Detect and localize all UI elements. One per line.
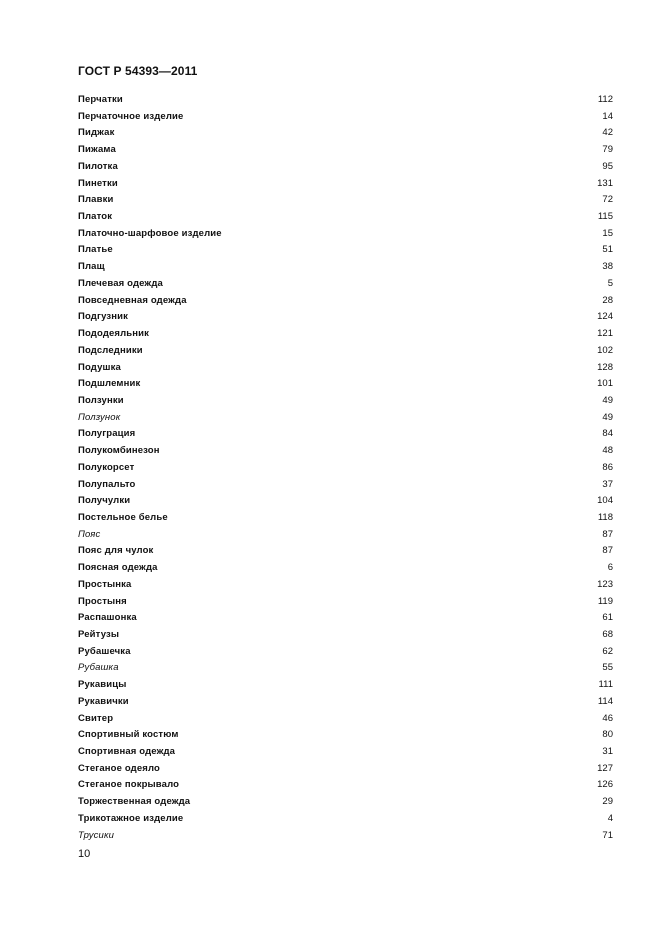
index-page-ref: 128 [597,361,613,373]
index-entry [78,176,613,193]
index-term: Плечевая одежда [78,277,163,289]
index-entry [78,343,613,360]
index-term: Ползунки [78,394,124,406]
index-page-ref: 79 [602,144,613,156]
index-entry [78,376,613,393]
index-term: Рубашечка [78,645,131,657]
index-page-ref: 101 [597,378,613,390]
index-page-ref: 15 [602,227,613,239]
index-page-ref: 80 [602,729,613,741]
index-term: Торжественная одежда [78,796,191,808]
index-term: Подушка [78,361,121,373]
index-entry [78,226,613,243]
index-entry [78,443,613,460]
index-entry [78,644,613,661]
index-term: Перчатки [78,94,123,105]
index-entry [78,410,613,427]
index-page-ref: 4 [607,812,613,824]
index-term: Подгузник [78,311,129,323]
index-entry [78,510,613,527]
index-page-ref: 126 [597,779,613,791]
index-entry [78,426,613,443]
index-page-ref: 87 [602,545,613,557]
index-entry [78,326,613,343]
index-term: Повседневная одежда [78,294,187,306]
index-entry [78,309,613,326]
index-term: Платочно-шарфовое изделие [78,227,222,239]
index-term: Пододеяльник [78,328,150,340]
index-page-ref: 42 [602,127,613,139]
index-page-ref: 28 [602,294,613,306]
index-term: Стеганое покрывало [78,779,180,791]
index-term: Плащ [78,261,105,273]
index-page-ref: 49 [602,394,613,406]
index-page-ref: 61 [602,612,613,624]
index-page-ref: 114 [597,695,613,707]
index-entry [78,159,613,176]
index-page-ref: 118 [597,511,613,523]
index-entry [78,811,613,828]
index-term: Рукавицы [78,679,127,691]
index-page-ref: 87 [602,528,613,540]
index-term: Рейтузы [78,629,120,640]
index-term: Трикотажное изделие [78,812,184,824]
index-term: Рукавички [78,695,129,707]
index-page-ref: 71 [602,829,613,841]
index-page-ref: 29 [602,796,613,808]
index-term: Пилотка [78,160,118,172]
index-entry [78,276,613,293]
index-term: Платок [78,211,113,223]
index-page-ref: 51 [602,244,613,256]
index-entry [78,125,613,142]
index-entry [78,727,613,744]
index-term: Поясная одежда [78,562,158,574]
index-term: Ползунок [78,411,121,423]
index-entry [78,828,613,845]
index-entry [78,527,613,544]
index-page-ref: 72 [602,194,613,206]
index-entry [78,627,613,644]
index-page-ref: 86 [602,461,613,473]
index-term: Перчаточное изделие [78,110,184,122]
index-term: Постельное белье [78,511,168,523]
index-page-ref: 6 [607,562,613,574]
index-page-ref: 31 [602,746,613,758]
index-entry [78,677,613,694]
index-term: Пиджак [78,127,115,139]
index-entry [78,777,613,794]
index-page-ref: 127 [597,762,613,774]
index-page-ref: 14 [602,110,613,122]
index-term: Трусики [78,829,115,841]
index-term: Платье [78,244,113,256]
index-entry [78,744,613,761]
index-page-ref: 55 [602,662,613,674]
index-entry [78,560,613,577]
index-entry [78,610,613,627]
index-entry [78,393,613,410]
index-term: Плавки [78,194,114,206]
index-page-ref: 38 [602,261,613,273]
index-page-ref: 68 [602,629,613,640]
index-entry [78,192,613,209]
index-entry [78,477,613,494]
index-page-ref: 124 [597,311,613,323]
page-number: 10 [78,848,91,860]
index-entry [78,694,613,711]
index-entry [78,92,613,109]
index-page-ref: 46 [602,712,613,724]
index-page-ref: 119 [597,595,613,607]
index-page-ref: 112 [597,94,613,105]
index-term: Получулки [78,495,131,507]
index-term: Стеганое одеяло [78,762,160,774]
index-entry [78,109,613,126]
index-term: Распашонка [78,612,137,624]
index-term: Полукорсет [78,461,135,473]
index-entry [78,209,613,226]
index-term: Пояс [78,528,101,540]
index-entry [78,711,613,728]
index-entry [78,360,613,377]
index-term: Рубашка [78,662,119,674]
index-term: Пижама [78,144,116,156]
index-entry [78,594,613,611]
index-term: Полуграция [78,428,136,440]
index-page-ref: 123 [597,578,613,590]
index-entry [78,577,613,594]
index-term: Простыня [78,595,127,607]
index-entry [78,493,613,510]
index-page-ref: 131 [597,177,613,189]
index-entry [78,460,613,477]
index-term: Подследники [78,344,143,356]
index-term: Пинетки [78,177,118,189]
index-page-ref: 111 [598,679,613,691]
index-entry [78,142,613,159]
index-page-ref: 48 [602,445,613,457]
index-term: Простынка [78,578,132,590]
index-page-ref: 102 [597,344,613,356]
index-entry [78,242,613,259]
index-page-ref: 104 [597,495,613,507]
index-page-ref: 5 [607,277,613,289]
index-term: Пояс для чулок [78,545,154,557]
index-term: Спортивный костюм [78,729,179,741]
index-entry [78,293,613,310]
index-term: Свитер [78,712,114,724]
index-entry [78,543,613,560]
document-title: ГОСТ Р 54393—2011 [78,64,198,78]
index-page-ref: 37 [602,478,613,490]
index-page-ref: 121 [597,328,613,340]
index-entry [78,660,613,677]
index-entry [78,259,613,276]
index-entry [78,794,613,811]
index-term: Полукомбинезон [78,445,160,457]
index-page-ref: 95 [602,160,613,172]
index-term: Полупальто [78,478,136,490]
index-entry [78,761,613,778]
index-page-ref: 62 [602,645,613,657]
index-term: Спортивная одежда [78,746,176,758]
index-page-ref: 49 [602,411,613,423]
index-term: Подшлемник [78,378,141,390]
index-page-ref: 115 [597,211,613,223]
index-page-ref: 84 [602,428,613,440]
term-index-list [78,92,613,844]
